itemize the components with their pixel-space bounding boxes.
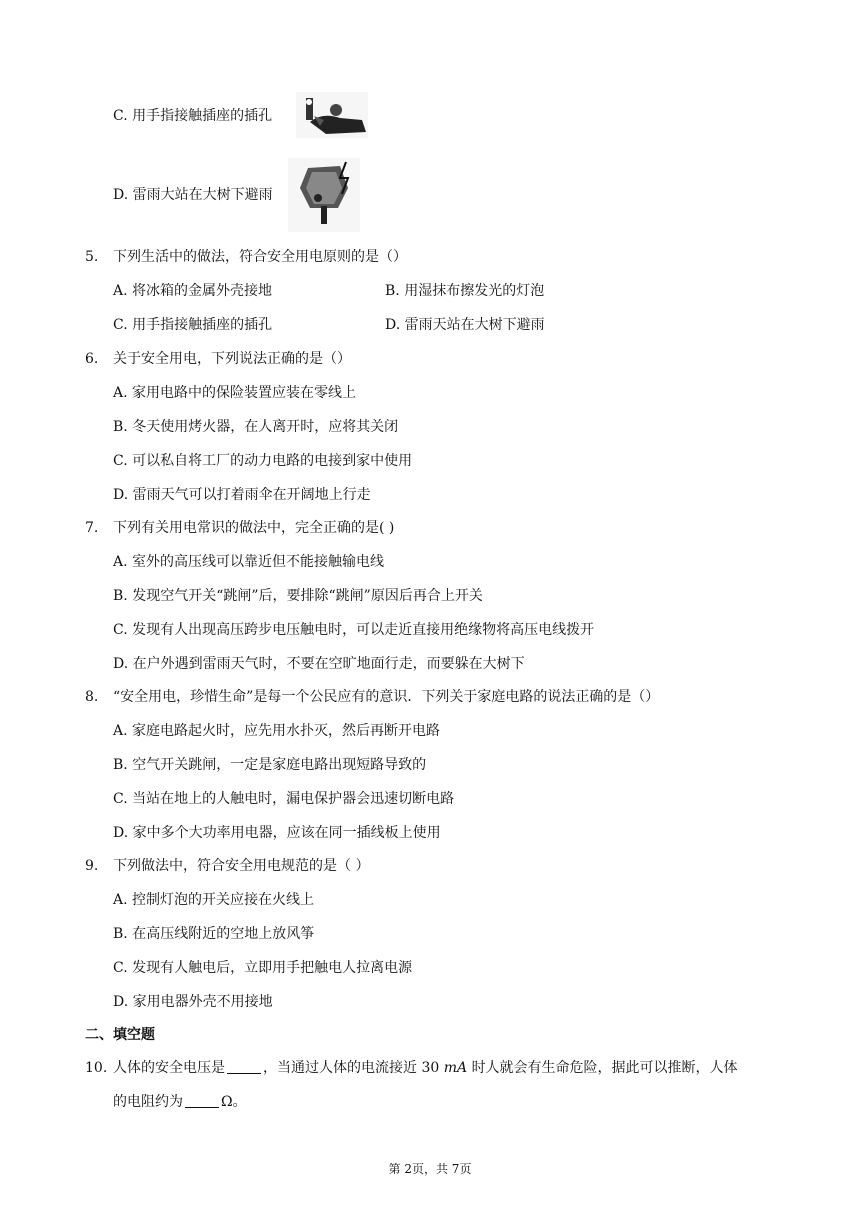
q4-option-d: D. 雷雨大站在大树下避雨	[113, 187, 273, 203]
tree-lightning-illustration	[288, 158, 360, 232]
q5-option-a: A. 将冰箱的金属外壳接地	[113, 283, 273, 299]
q10-text-5: Ω。	[221, 1094, 247, 1110]
q6-option-a: A. 家用电路中的保险装置应装在零线上	[113, 385, 357, 401]
q9-option-b: B. 在高压线附近的空地上放风筝	[113, 926, 315, 942]
finger-socket-illustration	[296, 92, 368, 138]
q10-text-4: 的电阻约为	[113, 1094, 183, 1110]
page-footer: 第 2页，共 7页	[388, 1162, 472, 1176]
section-heading: 二、填空题	[85, 1027, 155, 1043]
q5-option-d: D. 雷雨天站在大树下避雨	[385, 317, 545, 333]
q6-option-d: D. 雷雨天气可以打着雨伞在开阔地上行走	[113, 487, 371, 503]
q6-option-c: C. 可以私自将工厂的动力电路的电接到家中使用	[113, 453, 413, 469]
q10-text-1: 人体的安全电压是	[113, 1060, 225, 1076]
q7-option-c: C. 发现有人出现高压跨步电压触电时，可以走近直接用绝缘物将高压电线拨开	[113, 622, 595, 638]
q8-option-c: C. 当站在地上的人触电时，漏电保护器会迅速切断电路	[113, 791, 455, 807]
q6-number: 6.	[85, 351, 99, 367]
q10-text-3: 时人就会有生命危险，据此可以推断，人体	[471, 1060, 738, 1076]
q7-option-b: B. 发现空气开关“跳闸”后，要排除“跳闸”原因后再合上开关	[113, 588, 483, 604]
q7-option-d: D. 在户外遇到雷雨天气时，不要在空旷地面行走，而要躲在大树下	[113, 656, 525, 672]
q4-option-c: C. 用手指接触插座的插孔	[113, 108, 273, 124]
q9-number: 9.	[85, 858, 99, 874]
q8-stem: “安全用电，珍惜生命”是每一个公民应有的意识．下列关于家庭电路的说法正确的是（）	[113, 689, 660, 705]
q10-line1	[113, 1058, 738, 1078]
q10-text-2: ，当通过人体的电流接近 30	[263, 1060, 440, 1076]
q10-blank-2[interactable]	[185, 1093, 219, 1108]
q7-option-a: A. 室外的高压线可以靠近但不能接触输电线	[113, 554, 385, 570]
q5-option-c: C. 用手指接触插座的插孔	[113, 317, 273, 333]
q9-option-c: C. 发现有人触电后，立即用手把触电人拉离电源	[113, 960, 413, 976]
q5-stem: 下列生活中的做法，符合安全用电原则的是（）	[113, 249, 407, 265]
q9-option-a: A. 控制灯泡的开关应接在火线上	[113, 892, 315, 908]
q6-option-b: B. 冬天使用烤火器，在人离开时，应将其关闭	[113, 419, 399, 435]
q7-number: 7.	[85, 520, 99, 536]
q5-number: 5.	[85, 249, 99, 265]
q8-option-a: A. 家庭电路起火时，应先用水扑灭，然后再断开电路	[113, 723, 441, 739]
q9-option-d: D. 家用电器外壳不用接地	[113, 994, 273, 1010]
q5-option-b: B. 用湿抹布擦发光的灯泡	[385, 283, 545, 299]
q8-option-b: B. 空气开关跳闸，一定是家庭电路出现短路导致的	[113, 757, 427, 773]
q10-unit: mA	[443, 1060, 468, 1076]
q9-stem: 下列做法中，符合安全用电规范的是（ ）	[113, 858, 370, 874]
q10-blank-1[interactable]	[227, 1059, 261, 1074]
q10-line2	[113, 1092, 247, 1112]
q10-number: 10.	[85, 1060, 108, 1076]
q7-stem: 下列有关用电常识的做法中，完全正确的是( )	[113, 520, 395, 536]
q6-stem: 关于安全用电，下列说法正确的是（）	[113, 351, 351, 367]
q8-option-d: D. 家中多个大功率用电器，应该在同一插线板上使用	[113, 825, 441, 841]
q8-number: 8.	[85, 689, 99, 705]
